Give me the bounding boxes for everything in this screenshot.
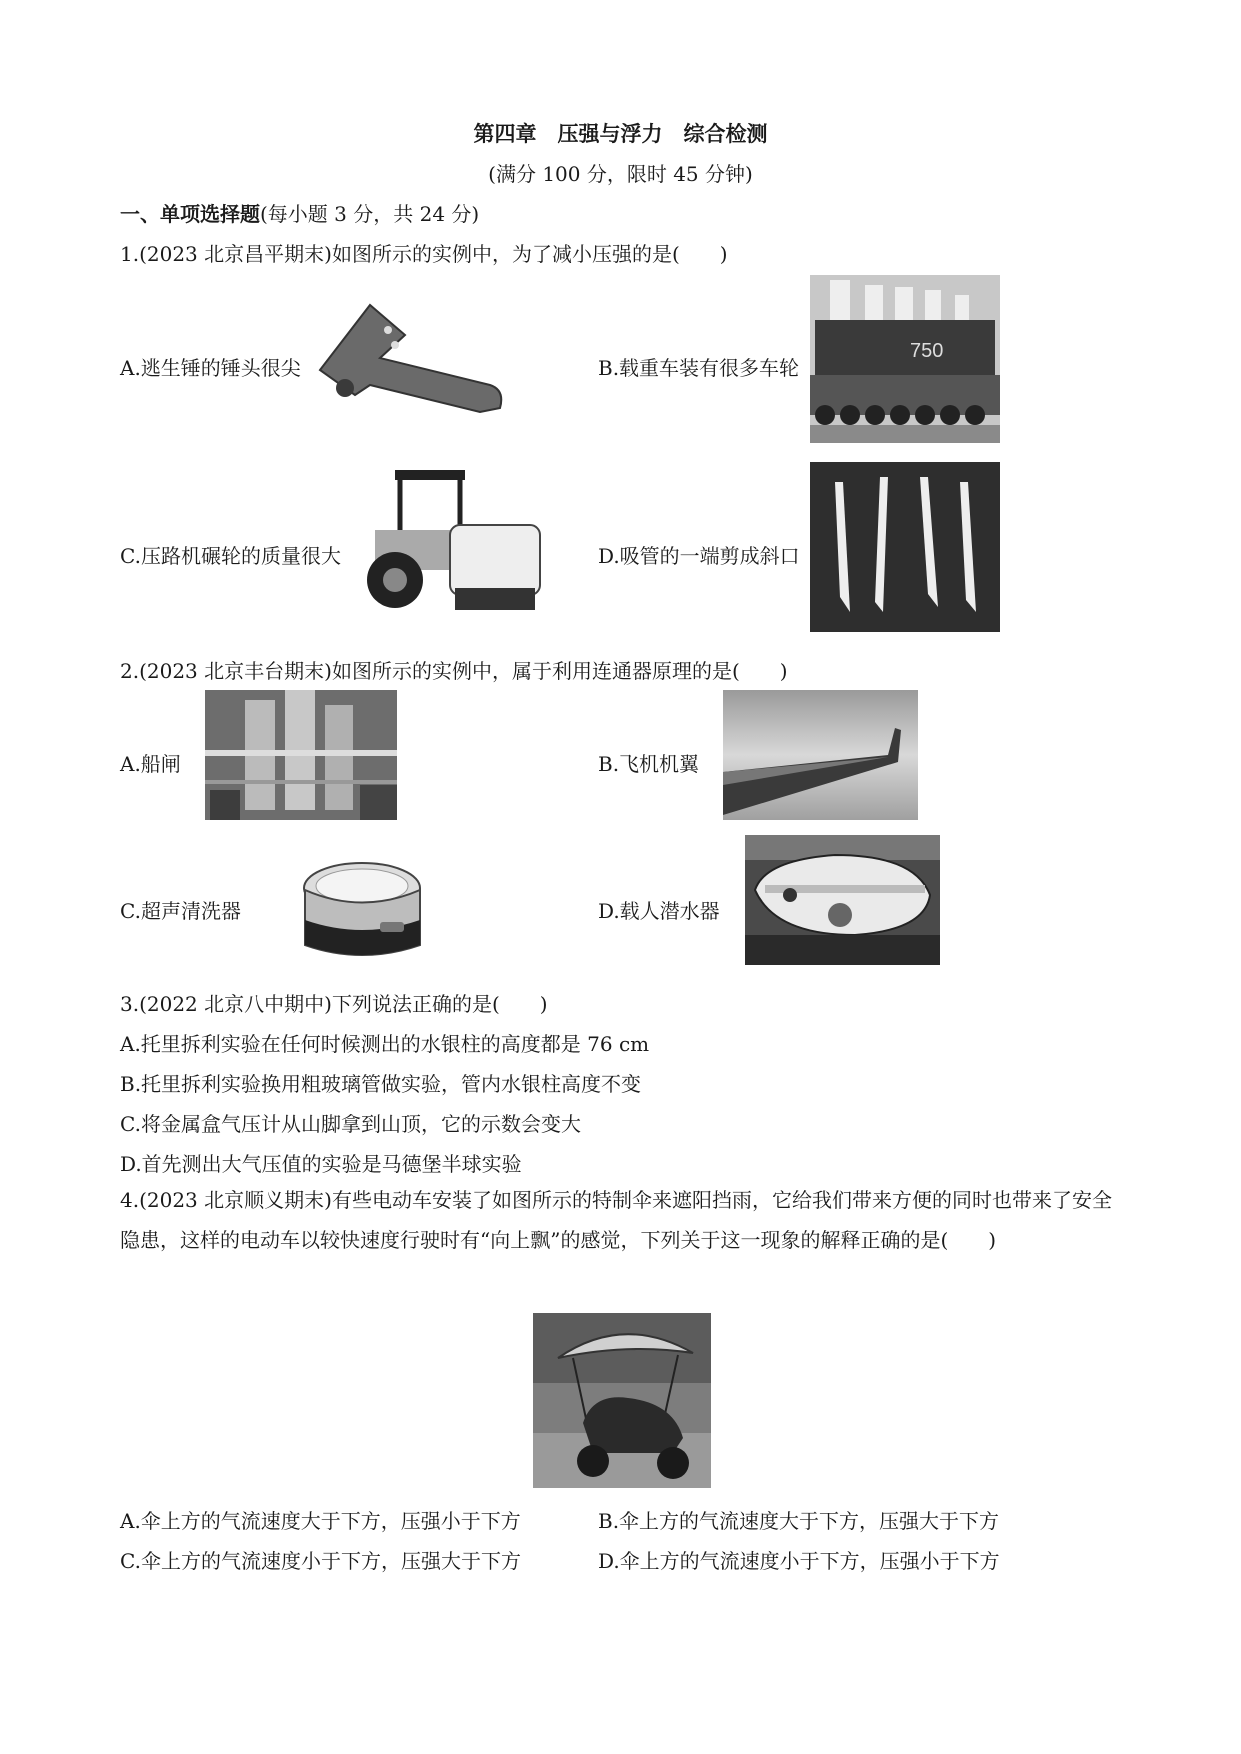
- section-heading: [120, 198, 479, 227]
- manned-submersible-image: [745, 835, 940, 965]
- q1-option-a: A.逃生锤的锤头很尖: [120, 356, 301, 380]
- airplane-wing-image: [723, 690, 918, 820]
- straws-image: [810, 462, 1000, 632]
- scooter-umbrella-image: [533, 1313, 711, 1488]
- ship-lock-image: [205, 690, 397, 820]
- q1-option-c: C.压路机碾轮的质量很大: [120, 544, 341, 568]
- ultrasonic-cleaner-image: [300, 860, 425, 965]
- q3-option-a: A.托里拆利实验在任何时候测出的水银柱的高度都是 76 cm: [120, 1032, 650, 1056]
- page-subtitle: (满分 100 分，限时 45 分钟): [488, 162, 753, 186]
- q2-option-d: D.载人潜水器: [598, 899, 720, 923]
- q4-option-d: D.伞上方的气流速度小于下方，压强小于下方: [598, 1549, 1000, 1573]
- question-3-stem: 3.(2022 北京八中期中)下列说法正确的是( ): [120, 992, 548, 1016]
- heavy-truck-image: [810, 275, 1000, 443]
- q3-option-c: C.将金属盒气压计从山脚拿到山顶，它的示数会变大: [120, 1112, 581, 1136]
- q4-option-c: C.伞上方的气流速度小于下方，压强大于下方: [120, 1549, 521, 1573]
- question-2-stem: 2.(2023 北京丰台期末)如图所示的实例中，属于利用连通器原理的是( ): [120, 659, 788, 683]
- q4-option-a: A.伞上方的气流速度大于下方，压强小于下方: [120, 1509, 521, 1533]
- road-roller-image: [355, 470, 545, 615]
- q3-option-d: D.首先测出大气压值的实验是马德堡半球实验: [120, 1152, 522, 1176]
- q4-option-b: B.伞上方的气流速度大于下方，压强大于下方: [598, 1509, 1000, 1533]
- q2-option-a: A.船闸: [120, 752, 181, 776]
- section-heading-label: 一、单项选择题: [120, 202, 260, 226]
- q2-option-c: C.超声清洗器: [120, 899, 241, 923]
- escape-hammer-image: [310, 300, 510, 418]
- q1-option-b: B.载重车装有很多车轮: [598, 356, 800, 380]
- q2-option-b: B.飞机机翼: [598, 752, 700, 776]
- q3-option-b: B.托里拆利实验换用粗玻璃管做实验，管内水银柱高度不变: [120, 1072, 642, 1096]
- q1-option-d: D.吸管的一端剪成斜口: [598, 544, 800, 568]
- page-title: 第四章 压强与浮力 综合检测: [473, 122, 768, 146]
- section-heading-note: (每小题 3 分，共 24 分): [260, 202, 480, 226]
- truck-number-label: 750: [910, 340, 944, 362]
- question-4-stem: 4.(2023 北京顺义期末)有些电动车安装了如图所示的特制伞来遮阳挡雨，它给我们带来方便的同时也带来了安全隐患，这样的电动车以较快速度行驶时有“向上飘”的感觉，下列关于这一现象的解释正确的是( ): [120, 1188, 1112, 1252]
- question-1-stem: 1.(2023 北京昌平期末)如图所示的实例中，为了减小压强的是( ): [120, 242, 728, 266]
